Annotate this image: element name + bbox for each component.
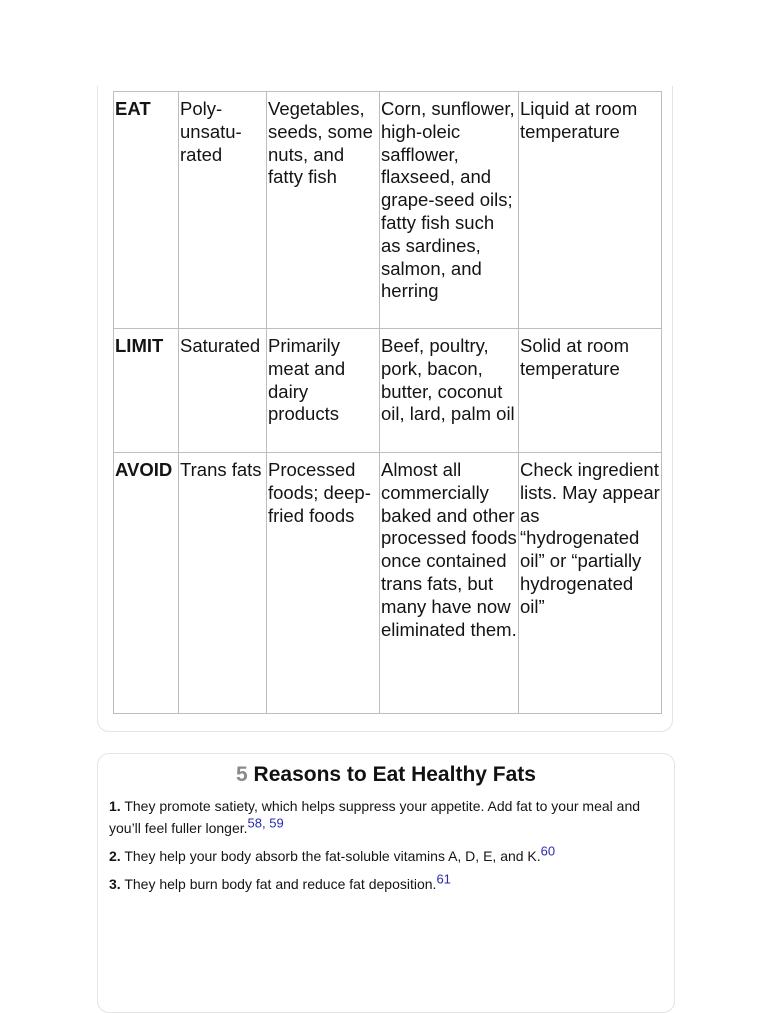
row-label: EAT (114, 92, 179, 329)
fat-notes: Solid at room temperature (519, 329, 662, 453)
reference-link[interactable]: 58, 59 (247, 815, 284, 831)
row-label: AVOID (114, 453, 179, 714)
reason-number: 1. (109, 798, 121, 814)
reference-link[interactable]: 61 (436, 871, 451, 887)
fat-source: Vegetables, seeds, some nuts, and fatty fish (267, 92, 380, 329)
fat-examples: Beef, poultry, pork, bacon, butter, coconut oil, lard, palm oil (380, 329, 519, 453)
reason-text: They help your body absorb the fat-soluble vitamins A, D, E, and K. (124, 848, 541, 864)
fat-notes: Check ingredient lists. May appear as “hydrogenated oil” or “partially hydrogenated oil” (519, 453, 662, 714)
list-item (109, 845, 661, 867)
section-title-text: Reasons to Eat Healthy Fats (253, 763, 536, 786)
fat-notes: Liquid at room temperature (519, 92, 662, 329)
reason-number: 3. (109, 876, 121, 892)
row-label: LIMIT (114, 329, 179, 453)
section-title-number: 5 (236, 763, 248, 786)
reason-text: They help burn body fat and reduce fat deposition. (124, 876, 437, 892)
reference-link[interactable]: 60 (540, 843, 556, 859)
section-title (97, 763, 675, 787)
fat-type: Saturated (179, 329, 267, 453)
fat-source: Processed foods; deep-fried foods (267, 453, 380, 714)
fat-examples: Corn, sunflower, high-oleic safflower, flaxseed, and grape-seed oils; fatty fish such as sardines, salmon, and herring (380, 92, 519, 329)
list-item (109, 873, 661, 895)
fat-source: Primarily meat and dairy products (267, 329, 380, 453)
table-row (114, 329, 662, 453)
reason-number: 2. (109, 848, 121, 864)
fat-type: Trans fats (179, 453, 267, 714)
fats-table (113, 91, 662, 714)
fat-type: Poly- unsatu- rated (179, 92, 267, 329)
table-row (114, 453, 662, 714)
fat-examples: Almost all commercially baked and other processed foods once contained trans fats, but many have now eliminated them. (380, 453, 519, 714)
list-item (109, 795, 661, 839)
table-row (114, 92, 662, 329)
reason-text: They promote satiety, which helps suppress your appetite. Add fat to your meal and you’ll feel fuller longer. (109, 798, 641, 836)
reasons-list (109, 795, 661, 901)
